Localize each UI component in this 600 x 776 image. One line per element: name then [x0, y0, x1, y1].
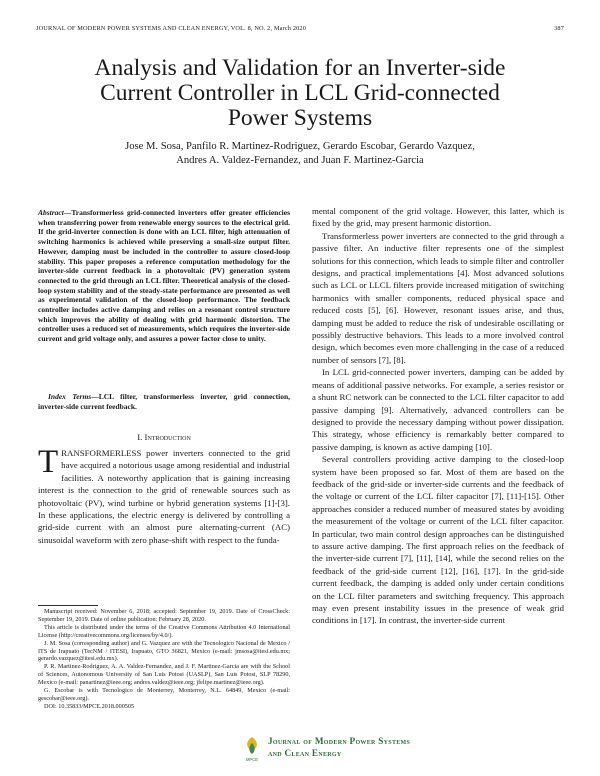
index-terms-dash: — — [91, 392, 99, 401]
intro-text: power inverters connected to the grid have acquired a notorious usage among residential and industrial facilities. A noteworthy application that is gaining increasing interest is the connection to the grid of renewable sources such as photovoltaic (PV), wind turbine or hybrid generation systems [1]-[3]. In these applications, the electric energy is delivered by controlling a grid-side current with an almost pure alternating-current (AC) sinusoidal waveform with zero phase-shift with respect to the funda- — [38, 448, 290, 545]
abstract — [38, 208, 290, 344]
doi: DOI: 10.35833/MPCE.2018.000505 — [44, 702, 135, 710]
footnotes — [38, 608, 290, 711]
footnote: G. Escobar is with Tecnologico de Monterrey, Monterrey, N.L. 64849, Mexico (e-mail: gescobar@ieee.org). — [38, 687, 290, 702]
right-column — [312, 205, 564, 627]
footnote-rule — [38, 605, 98, 606]
index-terms-text: LCL filter, transformerless inverter, grid connection, inverter-side current feedback. — [38, 392, 290, 411]
intro-paragraph — [38, 444, 290, 546]
index-terms-label: Index Terms — [48, 392, 92, 401]
footnote: J. M. Sosa (corresponding author) and G. Vazquez are with the Tecnologico Nacional de Mexico / ITS de Irapuato (TecNM / ITESI), Irapuato, GTO 36821, Mexico (e-mail: jmsosa@itesi.edu.mx; gerardo.vazquez@itesi.edu.mx). — [38, 639, 290, 663]
footnote: P. R. Martinez-Rodriguez, A. A. Valdez-Fernandez, and J. F. Martinez-Garcia are with the School of Sciences, Autonomous University of San Luis Potosi (UASLP), San Luis Potosi, SLP 78290, Mexico (e-mail: panartinez@ieee.org; andres.valdez@ieee.org; jfelipe.martinez@ieee.org). — [38, 663, 290, 687]
logo-line: and Clean Energy — [268, 747, 342, 758]
abstract-label: Abstract — [38, 208, 64, 217]
intro-capword: RANSFORMERLESS — [61, 448, 142, 458]
logo-line: Journal of Modern Power Systems — [268, 736, 411, 746]
footnote: This article is distributed under the terms of the Creative Commons Attribution 4.0 International License (http://creativecommons.org/licenses/by/4.0/). — [38, 623, 290, 639]
abstract-dash: — — [63, 208, 72, 217]
title-line: Analysis and Validation for an Inverter-side — [94, 55, 506, 81]
body-paragraph: Several controllers providing active damping to the closed-loop system have been proposed so far. Most of them are based on the feedback of the grid-side or inverter-side currents and the feedback of the voltage or current of the LCL filter capacitor [7], [11]-[15]. Other approaches consider a reduced number of measured states by avoiding the measurement of the voltage or current of the LCL filter capacitor. In particular, two main control design approaches can be distinguished to assure active damping. The first approach relies on the feedback of the inverter-side current [7], [11], [14], while the second relies on the feedback of the grid-side current [12], [16], [17]. In the grid-side current feedback, the damping is added only under certain conditions on the LCL filter parameters and switching frequency. This approach may even present instability issues in the presence of weak grid conditions in [17]. In contrast, the inverter-side current — [312, 454, 564, 626]
title-line: Current Controller in LCL Grid-connected — [100, 80, 500, 106]
journal-header: JOURNAL OF MODERN POWER SYSTEMS AND CLEAN ENERGY, VOL. 8, NO. 2, March 2020 — [36, 25, 307, 32]
running-header — [36, 25, 564, 32]
journal-logo — [242, 733, 572, 769]
authors-line: Andres A. Valdez-Fernandez, and Juan F. Martinez-Garcia — [176, 154, 424, 166]
author-list — [40, 140, 560, 167]
page-number: 387 — [554, 25, 564, 32]
paper-title — [40, 56, 560, 131]
footnote: Manuscript received: November 6, 2018; accepted: September 19, 2019. Date of CrossCheck: September 19, 2019. Date of online publication: February 28, 2020. — [38, 608, 290, 623]
authors-line: Jose M. Sosa, Panfilo R. Martinez-Rodriguez, Gerardo Escobar, Gerardo Vazquez, — [125, 141, 475, 152]
body-paragraph: In LCL grid-connected power inverters, damping can be added by means of additional passive networks. For example, a series resistor or a shunt RC network can be connected to the LCL filter capacitor to add passive damping [9]. Alternatively, advanced controllers can be designed to provide the necessary damping without power dissipation. This strategy, whose efficiency is remarkably better compared to passive damping, is known as active damping [10]. — [312, 367, 564, 452]
abstract-text: Transformerless grid-connected inverters offer greater efficiencies when transferring power from renewable energy sources to the electrical grid. If the grid-inverter connection is done with an LCL filter, high attenuation of switching harmonics is achieved while preserving a small-size output filter. However, damping must be included in the controller to assure closed-loop stability. This paper proposes a reference computation methodology for the inverter-side current feedback in a photovoltaic (PV) generation system connected to the grid through an LCL filter. Theoretical analysis of the closed-loop system stability and of the steady-state performance are presented as well as experimental validation of the closed-loop performance. The feedback controller includes active damping and relies on a resonant control structure which improves the ability of dealing with grid harmonic distortion. The controller uses a reduced set of measurements, which requires the inverter-side current and grid voltage only, and assures a power factor close to unity. — [38, 208, 290, 344]
section-heading: I. Introduction — [137, 432, 191, 442]
body-paragraph: Transformerless power inverters are connected to the grid through a passive filter. An inductive filter represents one of the simplest solutions for this connection, which leads to simple filter and controller designs, and practical implementations [4]. Most advanced solutions such as LCL or LLCL filters provide increased mitigation of switching harmonics with smaller components, reduced physical space and reduced costs [5], [6]. However, resonant issues arise, and thus, damping must be added to reduce the risk of undesirable oscillating or possibly destructive behaviors. This leads to a more involved control design, which becomes even more challenging in the case of a reduced number of sensors [7], [8]. — [312, 230, 564, 365]
logo-mark-text: MPCE — [245, 757, 259, 762]
leaf-logo-icon — [242, 735, 262, 763]
body-paragraph: mental component of the grid voltage. However, this latter, which is fixed by the grid, may present harmonic distortion. — [312, 206, 564, 229]
logo-title — [268, 736, 410, 759]
drop-cap: T — [38, 444, 59, 480]
title-line: Power Systems — [227, 105, 373, 131]
index-terms — [38, 392, 290, 411]
